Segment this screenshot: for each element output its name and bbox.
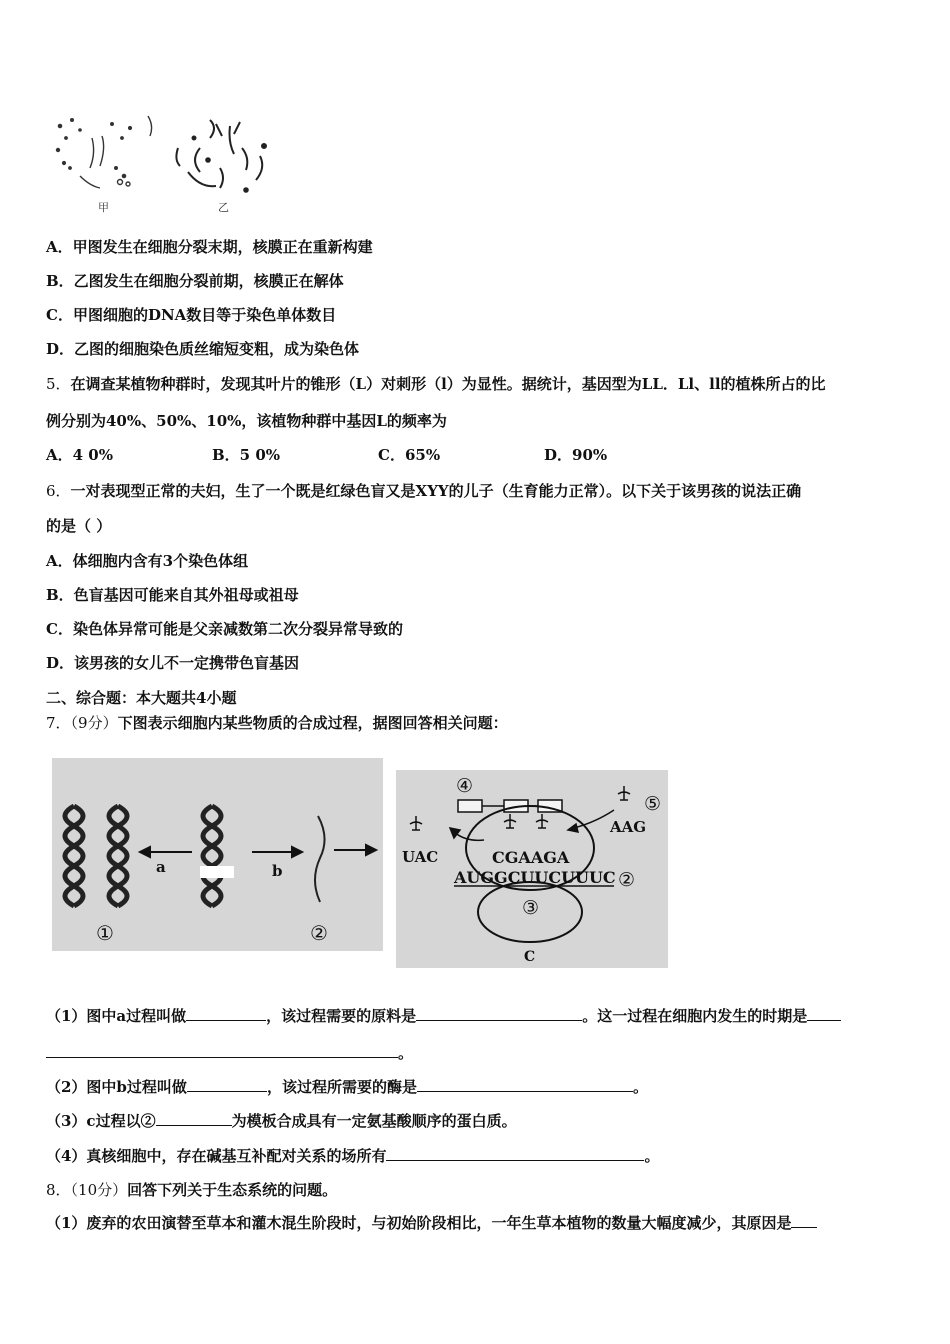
q5-option-b: B．5 0% xyxy=(212,446,281,464)
q7-sub1-blank-3[interactable] xyxy=(807,1006,841,1021)
q5-stem-line1 xyxy=(46,373,826,394)
q7-sub1-end: 。 xyxy=(398,1044,414,1062)
label-mrna-sequence: AUGGCUUCUUUC xyxy=(454,868,616,887)
label-aag: AAG xyxy=(610,818,647,836)
peptide-chain xyxy=(458,800,562,812)
q4-option-c: C．甲图细胞的DNA数目等于染色单体数目 xyxy=(46,306,337,324)
q6-option-a: A．体细胞内含有3个染色体组 xyxy=(46,552,249,570)
label-a: a xyxy=(156,858,166,876)
q7-sub1-text-b: ，该过程需要的原料是 xyxy=(266,1007,417,1025)
q6-stem-line2: 的是（ ） xyxy=(46,517,112,535)
q6-stem-line1 xyxy=(46,480,801,501)
q7-sub3 xyxy=(46,1110,517,1131)
q5-text-1: 在调查某植物种群时，发现其叶片的锥形（L）对刺形（l）为显性。据统计，基因型为LL．Ll、ll的植株所占的比 xyxy=(70,375,826,393)
label-jia: 甲 xyxy=(98,201,109,214)
q8-sub1-text: （1）废弃的农田演替至草本和灌木混生阶段时，与初始阶段相比，一年生草本植物的数量大幅度减少，其原因是 xyxy=(46,1214,792,1232)
q7-sub4-end: 。 xyxy=(644,1147,660,1165)
q6-number: 6． xyxy=(46,482,71,500)
q7-text: 下图表示细胞内某些物质的合成过程，据图回答相关问题： xyxy=(117,714,508,732)
q7-sub2-text-b: ，该过程所需要的酶是 xyxy=(266,1078,417,1096)
q7-score: （9分） xyxy=(70,714,118,732)
q8-text: 回答下列关于生态系统的问题。 xyxy=(127,1181,338,1199)
q5-option-c: C．65% xyxy=(378,446,441,464)
cell-division-figure xyxy=(50,108,280,218)
cell-yi-drawing xyxy=(176,120,266,192)
q7-sub1-blank-2[interactable] xyxy=(416,1006,582,1021)
q7-sub3-text-a: （3）c过程以② xyxy=(46,1112,156,1130)
q7-sub1 xyxy=(46,1005,841,1026)
q8-number: 8． xyxy=(46,1181,71,1199)
q4-option-d: D．乙图的细胞染色质丝缩短变粗，成为染色体 xyxy=(46,340,360,358)
q7-sub2-blank-1[interactable] xyxy=(187,1077,267,1092)
q6-option-b: B．色盲基因可能来自其外祖母或祖母 xyxy=(46,586,299,604)
q7-sub1-text-a: （1）图中a过程叫做 xyxy=(46,1007,187,1025)
q7-sub1-blank-3-cont[interactable] xyxy=(46,1043,398,1058)
label-circle-2: ② xyxy=(310,921,328,945)
q5-options xyxy=(46,444,607,465)
label-circle-1: ① xyxy=(96,921,114,945)
label-circle-2b: ② xyxy=(618,869,636,891)
q4-option-a: A．甲图发生在细胞分裂末期，核膜正在重新构建 xyxy=(46,238,373,256)
q5-option-d: D．90% xyxy=(544,446,608,464)
q7-sub1-blank-1[interactable] xyxy=(186,1006,266,1021)
q7-stem xyxy=(46,712,508,733)
label-yi: 乙 xyxy=(218,201,229,214)
translation-figure xyxy=(396,770,668,968)
replication-transcription-figure xyxy=(52,758,383,951)
q6-option-d: D．该男孩的女儿不一定携带色盲基因 xyxy=(46,654,300,672)
q7-sub3-text-b: 为模板合成具有一定氨基酸顺序的蛋白质。 xyxy=(231,1112,517,1130)
label-circle-5: ⑤ xyxy=(644,793,662,815)
q5-option-a: A．4 0% xyxy=(46,446,113,464)
label-b: b xyxy=(272,862,283,880)
q7-number: 7． xyxy=(46,714,71,732)
q5-number: 5． xyxy=(46,375,71,393)
q7-sub4 xyxy=(46,1145,659,1166)
section-heading: 二、综合题：本大题共4小题 xyxy=(46,689,237,707)
q5-stem-line2: 例分别为40%、50%、10%，该植物种群中基因L的频率为 xyxy=(46,412,447,430)
q6-option-c: C．染色体异常可能是父亲减数第二次分裂异常导致的 xyxy=(46,620,403,638)
cell-jia-drawing xyxy=(57,116,152,188)
q7-sub2 xyxy=(46,1076,648,1097)
q7-sub2-text-a: （2）图中b过程叫做 xyxy=(46,1078,187,1096)
q7-sub2-blank-2[interactable] xyxy=(417,1077,633,1092)
label-c: C xyxy=(524,949,536,965)
label-circle-4: ④ xyxy=(456,775,474,797)
white-patch xyxy=(200,866,234,878)
q4-option-b: B．乙图发生在细胞分裂前期，核膜正在解体 xyxy=(46,272,344,290)
q6-text-1: 一对表现型正常的夫妇，生了一个既是红绿色盲又是XYY的儿子（生育能力正常）。以下关于该男孩的说法正确 xyxy=(70,482,802,500)
q7-sub4-text: （4）真核细胞中，存在碱基互补配对关系的场所有 xyxy=(46,1147,387,1165)
label-uac: UAC xyxy=(402,848,439,866)
q7-sub1-text-c: 。这一过程在细胞内发生的时期是 xyxy=(582,1007,808,1025)
q7-sub3-blank[interactable] xyxy=(156,1111,232,1126)
q8-sub1-blank[interactable] xyxy=(791,1213,817,1228)
q8-sub1 xyxy=(46,1212,817,1233)
label-anticodons: CGAAGA xyxy=(492,848,570,867)
label-circle-3: ③ xyxy=(522,897,540,919)
q7-sub4-blank[interactable] xyxy=(386,1146,644,1161)
q7-sub2-end: 。 xyxy=(632,1078,648,1096)
q8-stem xyxy=(46,1179,337,1200)
q7-sub1-cont xyxy=(46,1042,413,1063)
q8-score: （10分） xyxy=(70,1181,128,1199)
